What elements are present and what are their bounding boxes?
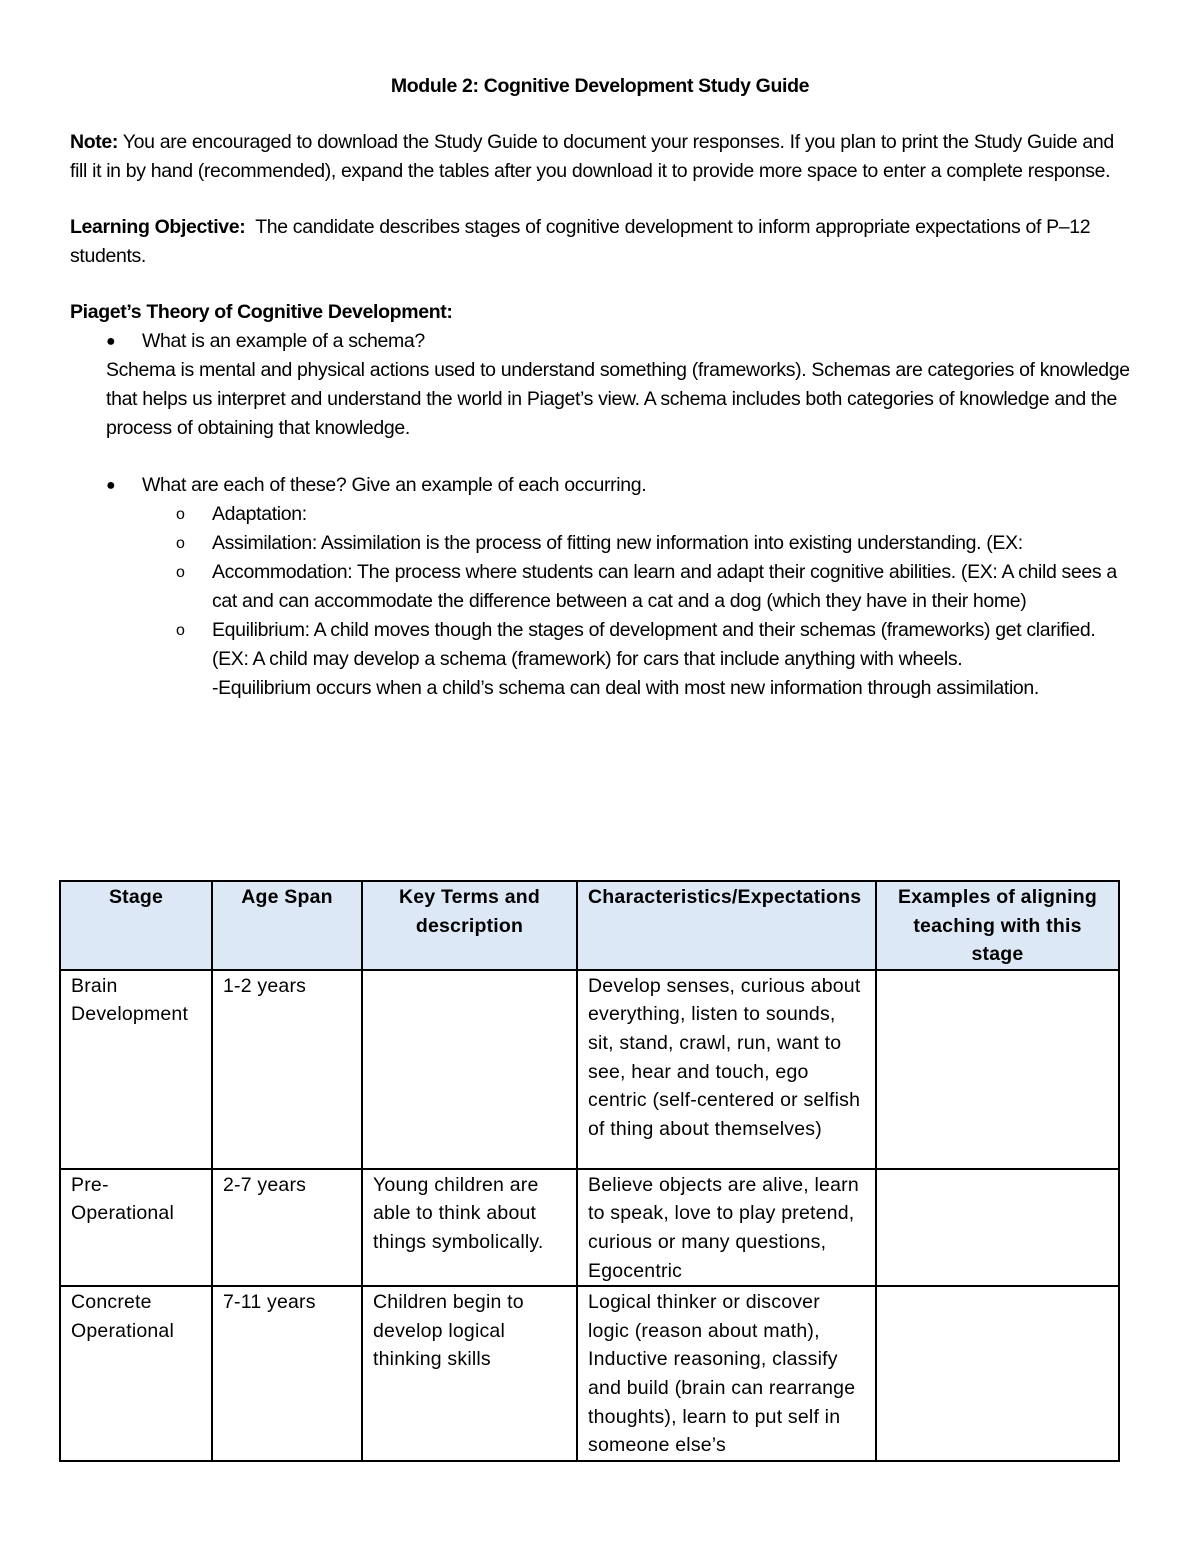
bullet-icon: ● [106,333,116,350]
header-examples: Examples of aligning teaching with this stage [876,881,1119,970]
table-row [60,1169,1119,1286]
bullet-icon: ● [106,477,116,494]
question-schema-text: What is an example of a schema? [142,330,425,352]
learning-objective-paragraph [70,213,1130,271]
question-list [70,327,1130,356]
piaget-heading: Piaget’s Theory of Cognitive Development: [70,301,453,323]
note-text: You are encouraged to download the Study Guide to document your responses. If you plan to print the Study Guide and fill it in by hand (recommended), expand the tables after you download it to provide more space to enter a complete response. [70,131,1114,182]
sub-item-accommodation [70,558,1130,616]
cell-age-span: 7-11 years [212,1286,362,1461]
cell-characteristics: Believe objects are alive, learn to speak, love to play pretend, curious or many questions, Egocentric [577,1169,876,1286]
sub-item-list [70,500,1130,703]
sub-item-assimilation [70,529,1130,558]
note-paragraph [70,128,1130,186]
header-key-terms: Key Terms and description [362,881,577,970]
cell-age-span: 2-7 years [212,1169,362,1286]
header-age-span: Age Span [212,881,362,970]
document-title: Module 2: Cognitive Development Study Guide [390,75,810,97]
sub-item-text: Assimilation: Assimilation is the process of fitting new information into existing understanding. (EX: [212,532,1023,554]
question-item-processes [70,471,1130,500]
sub-item-text: Accommodation: The process where students can learn and adapt their cognitive abilities. (EX: A child sees a cat and can accommodate the difference between a cat and a dog (which they have in their home) [212,561,1117,612]
schema-answer: Schema is mental and physical actions used to understand something (frameworks). Schemas are categories of knowledge that helps us interpret and understand the world in Piaget’s view. A schema includes both categories of knowledge and the process of obtaining that knowledge. [106,359,1130,439]
cell-key-terms[interactable] [362,970,577,1169]
circle-bullet-icon: o [176,535,185,552]
learning-objective-label: Learning Objective: [70,216,246,238]
learning-objective-text: The candidate describes stages of cognitive development to inform appropriate expectations of P–12 students. [70,216,1096,267]
note-label: Note: [70,131,119,153]
sub-item-text: Equilibrium: A child moves though the stages of development and their schemas (frameworks) get clarified. (EX: A child may develop a schema (framework) for cars that include anything with wheels. [212,619,1096,670]
table-row [60,1286,1119,1461]
cell-stage: Concrete Operational [60,1286,212,1461]
cell-key-terms: Young children are able to think about things symbolically. [362,1169,577,1286]
cell-characteristics: Develop senses, curious about everything, listen to sounds, sit, stand, crawl, run, want to see, hear and touch, ego centric (self-centered or selfish of thing about themselves) [577,970,876,1169]
cell-examples[interactable] [876,1286,1119,1461]
circle-bullet-icon: o [176,622,185,639]
study-guide-page [70,72,1130,703]
sub-item-text: Adaptation: [212,503,307,525]
cell-examples[interactable] [876,1169,1119,1286]
table-row [60,970,1119,1169]
sub-item-extra-text: -Equilibrium occurs when a child’s schema can deal with most new information through assimilation. [212,677,1039,699]
stages-table [59,880,1120,1462]
header-characteristics: Characteristics/Expectations [577,881,876,970]
cell-stage: Brain Development [60,970,212,1169]
header-stage: Stage [60,881,212,970]
circle-bullet-icon: o [176,506,185,523]
cell-age-span: 1-2 years [212,970,362,1169]
cell-examples[interactable] [876,970,1119,1169]
circle-bullet-icon: o [176,564,185,581]
cell-key-terms: Children begin to develop logical thinking skills [362,1286,577,1461]
question-processes-text: What are each of these? Give an example of each occurring. [142,474,647,496]
question-item-schema [70,327,1130,356]
cell-characteristics: Logical thinker or discover logic (reason about math), Inductive reasoning, classify and build (brain can rearrange thoughts), learn to put self in someone else’s [577,1286,876,1461]
question-list-2 [70,471,1130,500]
table-header-row [60,881,1119,970]
sub-item-adaptation [70,500,1130,529]
cell-stage: Pre-Operational [60,1169,212,1286]
sub-item-equilibrium [70,616,1130,703]
